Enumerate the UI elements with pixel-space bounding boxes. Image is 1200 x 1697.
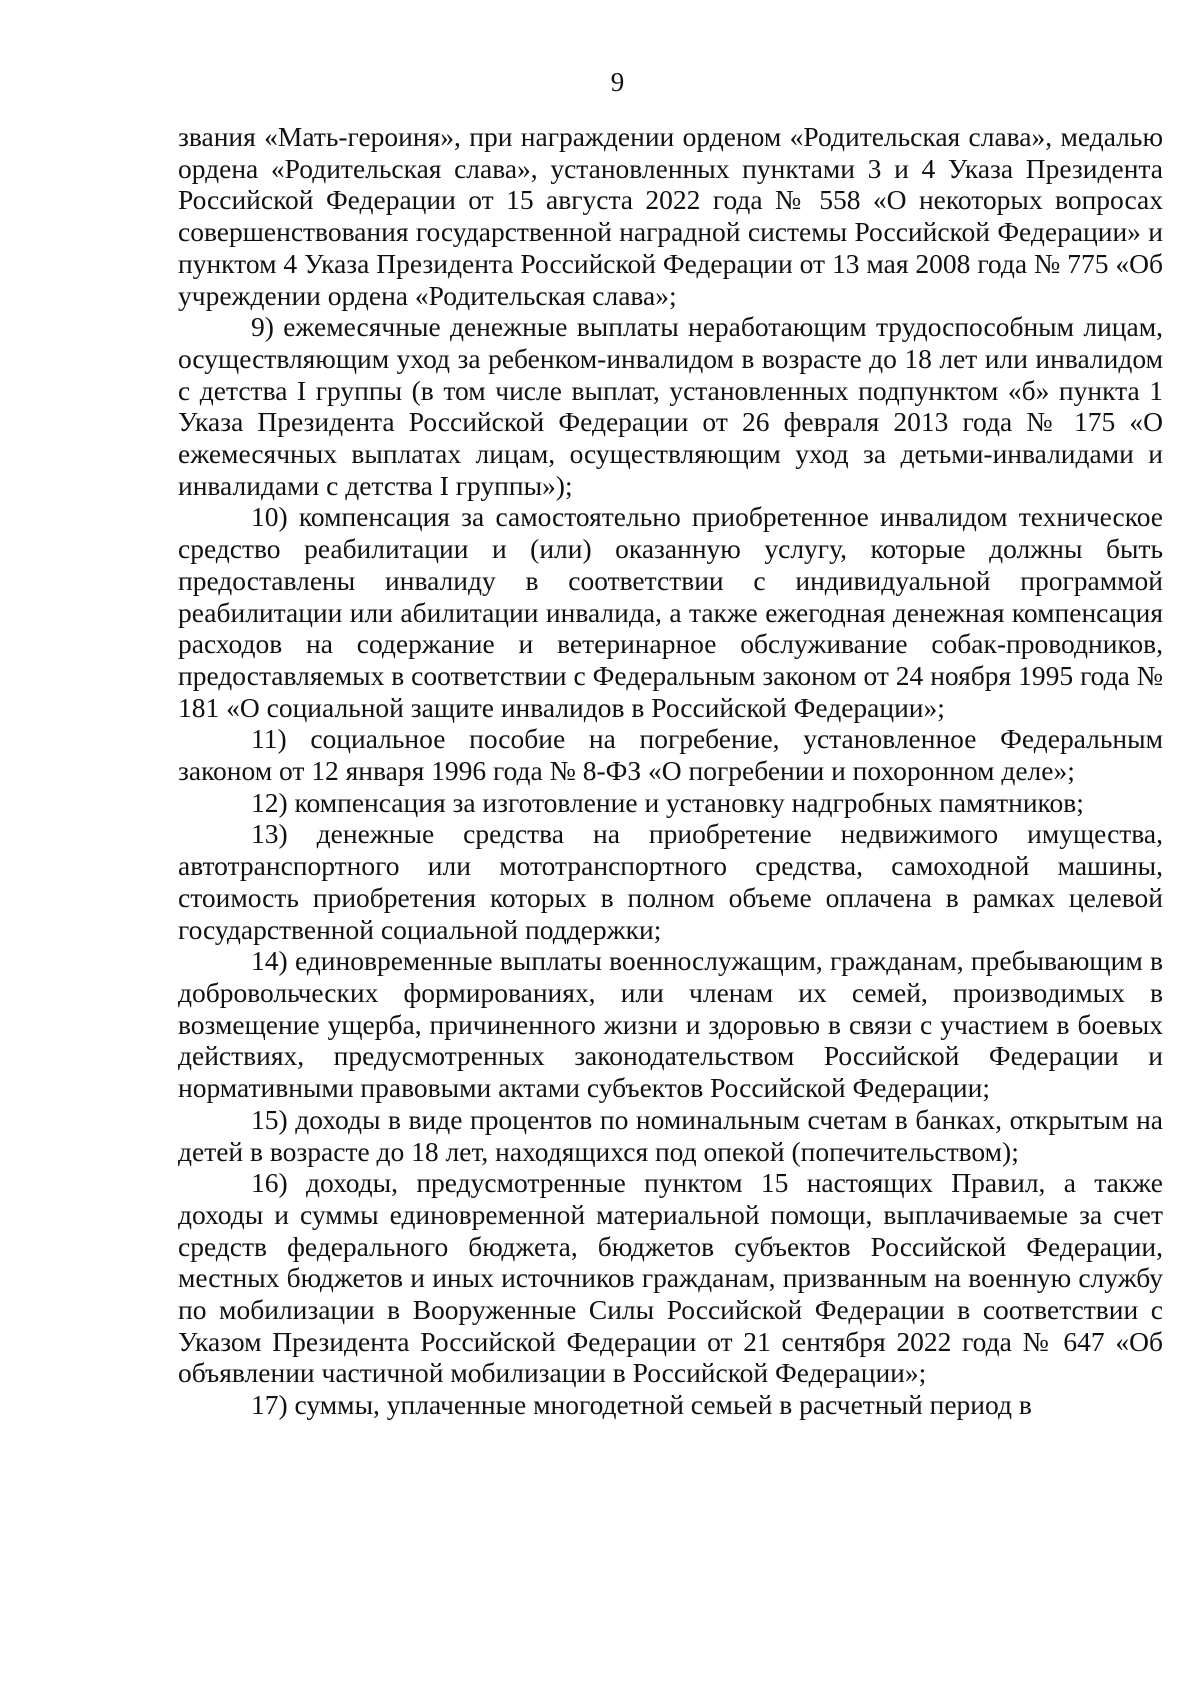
list-item-13: 13) денежные средства на приобретение недвижимого имущества, автотранспортного или мототранспортного средства, самоходной машины, стоимость приобретения которых в полном объеме оплачена в рамках целевой государственной социальной поддержки; — [178, 818, 1163, 945]
paragraph-continuation: звания «Мать-героиня», при награждении орденом «Родительская слава», медалью ордена «Родительская слава», установленных пунктами 3 и 4 Указа Президента Российской Федерации от 15 августа 2022 года № 558 «О некоторых вопросах совершенствования государственной наградной системы Российской Федерации» и пунктом 4 Указа Президента Российской Федерации от 13 мая 2008 года № 775 «Об учреждении ордена «Родительская слава»; — [178, 121, 1163, 311]
page-number: 9 — [610, 67, 625, 97]
list-item-11: 11) социальное пособие на погребение, установленное Федеральным законом от 12 января 1996 года № 8-ФЗ «О погребении и похоронном деле»; — [178, 723, 1163, 787]
list-item-12: 12) компенсация за изготовление и установку надгробных памятников; — [251, 786, 1084, 818]
list-item-17: 17) суммы, уплаченные многодетной семьей в расчетный период в — [251, 1389, 1032, 1421]
list-item-14: 14) единовременные выплаты военнослужащим, гражданам, пребывающим в добровольческих формированиях, или членам их семей, производимых в возмещение ущерба, причиненного жизни и здоровью в связи с участием в боевых действиях, предусмотренных законодательством Российской Федерации и нормативными правовыми актами субъектов Российской Федерации; — [178, 945, 1163, 1104]
list-item-15: 15) доходы в виде процентов по номинальным счетам в банках, открытым на детей в возрасте до 18 лет, находящихся под опекой (попечительством); — [178, 1103, 1163, 1167]
list-item-9: 9) ежемесячные денежные выплаты неработающим трудоспособным лицам, осуществляющим уход за ребенком-инвалидом в возрасте до 18 лет или инвалидом с детства I группы (в том числе выплат, установленных подпунктом «б» пункта 1 Указа Президента Российской Федерации от 26 февраля 2013 года № 175 «О ежемесячных выплатах лицам, осуществляющим уход за детьми-инвалидами и инвалидами с детства I группы»); — [178, 311, 1163, 501]
document-body — [178, 121, 1163, 1421]
list-item-16: 16) доходы, предусмотренные пунктом 15 настоящих Правил, а также доходы и суммы единовременной материальной помощи, выплачиваемые за счет средств федерального бюджета, бюджетов субъектов Российской Федерации, местных бюджетов и иных источников гражданам, призванным на военную службу по мобилизации в Вооруженные Силы Российской Федерации в соответствии с Указом Президента Российской Федерации от 21 сентября 2022 года № 647 «Об объявлении частичной мобилизации в Российской Федерации»; — [178, 1167, 1163, 1389]
list-item-10: 10) компенсация за самостоятельно приобретенное инвалидом техническое средство реабилитации и (или) оказанную услугу, которые должны быть предоставлены инвалиду в соответствии с индивидуальной программой реабилитации или абилитации инвалида, а также ежегодная денежная компенсация расходов на содержание и ветеринарное обслуживание собак-проводников, предоставляемых в соответствии с Федеральным законом от 24 ноября 1995 года № 181 «О социальной защите инвалидов в Российской Федерации»; — [178, 501, 1163, 723]
